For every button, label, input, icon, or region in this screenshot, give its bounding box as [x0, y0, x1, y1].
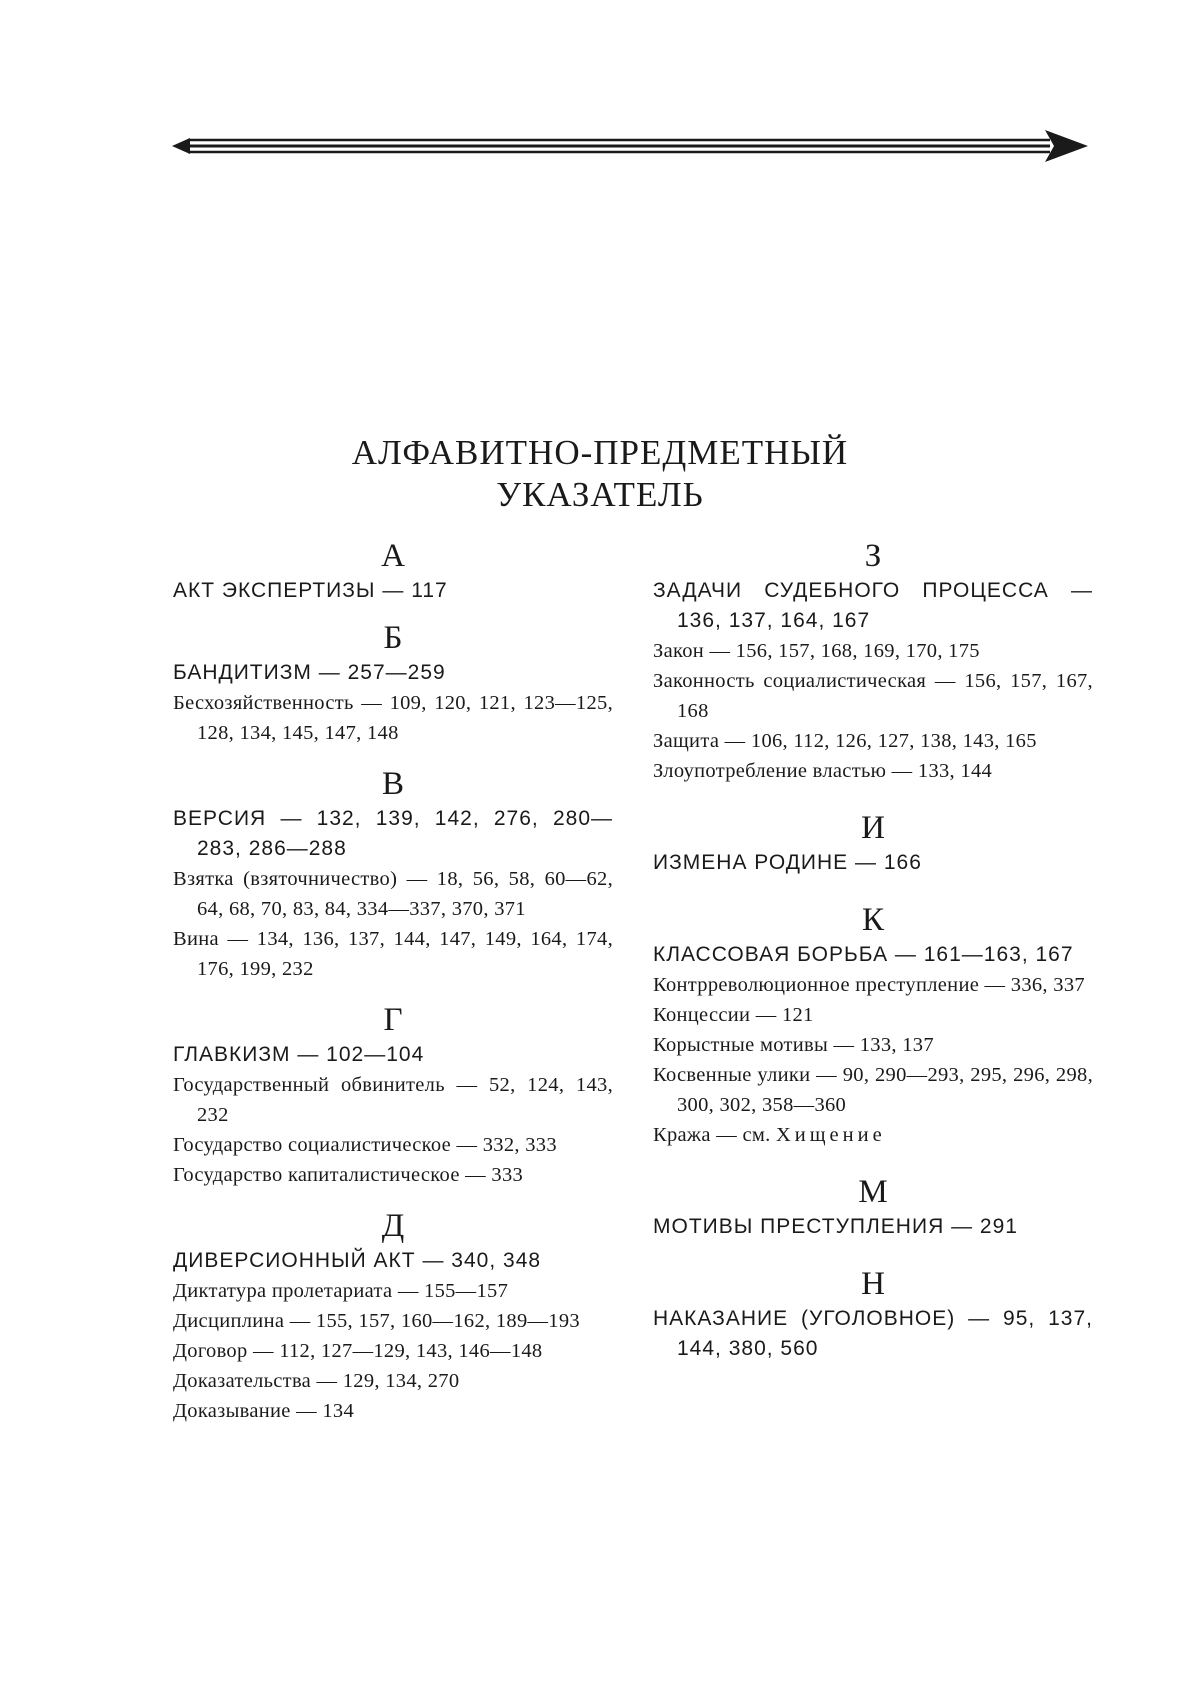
entry-term: Государство социалистическое [173, 1134, 452, 1156]
entry-term: Бесхозяйственность [173, 692, 354, 714]
entry-pages: — 109, 120, 121, 123—125, 128, 134, 145, 147, 148 [197, 692, 613, 744]
entry-pages: — 102—104 [297, 1043, 425, 1066]
entry-term: МОТИВЫ ПРЕСТУПЛЕНИЯ [653, 1215, 945, 1238]
index-entry [653, 726, 1093, 756]
entry-term: Злоупотребление властью [653, 760, 887, 782]
entry-pages: — 155—157 [397, 1280, 509, 1302]
section-letter: Б [383, 620, 403, 656]
entry-pages: — 336, 337 [984, 974, 1085, 996]
index-entry [653, 1120, 1093, 1150]
entry-pages: — 156, 157, 167, 168 [677, 670, 1093, 722]
index-entry [653, 970, 1093, 1000]
index-entry [173, 1070, 613, 1130]
entry-pages: — 134 [296, 1400, 355, 1422]
entry-pages: — 156, 157, 168, 169, 170, 175 [709, 640, 980, 662]
entry-pages: — 112, 127—129, 143, 146—148 [252, 1340, 543, 1362]
entry-term: БАНДИТИЗМ [173, 661, 312, 684]
entry-term: ГЛАВКИЗМ [173, 1043, 291, 1066]
section-letter: Н [861, 1266, 885, 1302]
entry-pages: — 161—163, 167 [894, 943, 1074, 966]
index-entry [653, 1212, 1093, 1242]
index-entry [653, 1060, 1093, 1120]
entry-term: Кража [653, 1124, 711, 1146]
index-entry [173, 1396, 613, 1426]
entry-pages: — 332, 333 [456, 1134, 557, 1156]
entry-term: Доказывание [173, 1400, 291, 1422]
entry-pages: — 166 [855, 851, 922, 874]
index-entry [173, 1160, 613, 1190]
page-title: АЛФАВИТНО-ПРЕДМЕТНЫЙ [351, 433, 849, 472]
entry-term: Договор [173, 1340, 248, 1362]
index-entry [173, 804, 613, 864]
index-column-left [173, 536, 613, 1426]
section-letter: А [381, 538, 405, 574]
index-entry [173, 1366, 613, 1396]
index-section [653, 1172, 1093, 1242]
entry-term: Контрреволюционное преступление [653, 974, 980, 996]
entry-term: ДИВЕРСИОННЫЙ АКТ [173, 1249, 416, 1272]
entry-term: Диктатура пролетариата [173, 1280, 393, 1302]
entry-pages: — 257—259 [318, 661, 446, 684]
section-letter: М [858, 1174, 888, 1210]
index-entry [653, 576, 1093, 636]
section-letter: К [861, 902, 884, 938]
entry-pages: — 133, 144 [891, 760, 993, 782]
entry-term: Государственный обвинитель [173, 1074, 445, 1096]
index-entry [173, 1130, 613, 1160]
index-entry [173, 576, 613, 606]
entry-term: Косвенные улики [653, 1064, 811, 1086]
index-entry [173, 688, 613, 748]
section-letter: Д [381, 1208, 405, 1244]
entry-term: КЛАССОВАЯ БОРЬБА [653, 943, 889, 966]
index-section [653, 536, 1093, 786]
entry-term: АКТ ЭКСПЕРТИЗЫ [173, 579, 376, 602]
index-column-right [653, 536, 1093, 1364]
entry-term: Взятка (взяточничество) [173, 868, 398, 890]
entry-pages: — 134, 136, 137, 144, 147, 149, 164, 174, 176, 199, 232 [197, 928, 613, 980]
index-section [653, 900, 1093, 1150]
index-entry [653, 848, 1093, 878]
entry-pages: — 340, 348 [422, 1249, 542, 1272]
entry-pages: — 129, 134, 270 [316, 1370, 460, 1392]
index-entry [173, 1246, 613, 1276]
entry-term: ВЕРСИЯ [173, 807, 267, 830]
entry-pages: — 132, 139, 142, 276, 280—283, 286—288 [197, 807, 613, 860]
section-letter: И [861, 810, 885, 846]
index-section [653, 1264, 1093, 1364]
index-section [173, 764, 613, 984]
entry-pages: — 106, 112, 126, 127, 138, 143, 165 [724, 730, 1037, 752]
entry-pages: — 291 [951, 1215, 1018, 1238]
index-section [173, 1206, 613, 1426]
entry-pages: — см. [716, 1124, 771, 1146]
index-entry [173, 1336, 613, 1366]
entry-term: Корыстные мотивы [653, 1034, 829, 1056]
entry-pages: — 136, 137, 164, 167 [677, 579, 1093, 632]
index-section [173, 536, 613, 606]
index-entry [653, 666, 1093, 726]
entry-cross-reference: Хищение [776, 1124, 886, 1146]
index-entry [173, 1276, 613, 1306]
entry-pages: — 52, 124, 143, 232 [197, 1074, 613, 1126]
entry-term: Защита [653, 730, 720, 752]
index-section [653, 808, 1093, 878]
index-entry [653, 636, 1093, 666]
entry-term: Закон [653, 640, 705, 662]
entry-term: Доказательства [173, 1370, 312, 1392]
index-entry [653, 940, 1093, 970]
section-letter: З [864, 538, 882, 574]
index-entry [653, 1000, 1093, 1030]
entry-term: Законность социалистическая [653, 670, 927, 692]
entry-pages: — 90, 290—293, 295, 296, 298, 300, 302, 358—360 [677, 1064, 1093, 1116]
entry-pages: — 333 [465, 1164, 524, 1186]
entry-pages: — 117 [382, 579, 448, 602]
index-entry [653, 1030, 1093, 1060]
entry-term: Государство капиталистическое [173, 1164, 460, 1186]
entry-pages: — 18, 56, 58, 60—62, 64, 68, 70, 83, 84, 334—337, 370, 371 [197, 868, 614, 920]
index-entry [653, 756, 1093, 786]
index-section [173, 1000, 613, 1190]
entry-pages: — 133, 137 [833, 1034, 934, 1056]
entry-pages: — 155, 157, 160—162, 189—193 [289, 1310, 580, 1332]
entry-term: ЗАДАЧИ СУДЕБНОГО ПРОЦЕССА [653, 579, 1049, 602]
entry-term: НАКАЗАНИЕ (УГОЛОВНОЕ) [653, 1307, 956, 1330]
index-section [173, 618, 613, 748]
index-entry [653, 1304, 1093, 1364]
index-entry [173, 1306, 613, 1336]
entry-term: Дисциплина [173, 1310, 285, 1332]
index-entry [173, 1040, 613, 1070]
entry-term: Вина [173, 928, 219, 950]
index-entry [173, 924, 613, 984]
entry-pages: — 95, 137, 144, 380, 560 [677, 1307, 1093, 1360]
section-letter: Г [383, 1002, 403, 1038]
entry-term: ИЗМЕНА РОДИНЕ [653, 851, 849, 874]
index-entry [173, 864, 613, 924]
page-subtitle: УКАЗАТЕЛЬ [496, 475, 704, 514]
entry-pages: — 121 [755, 1004, 814, 1026]
decorative-arrow-rule [170, 128, 1090, 168]
section-letter: В [381, 766, 404, 802]
index-entry [173, 658, 613, 688]
entry-term: Концессии [653, 1004, 751, 1026]
